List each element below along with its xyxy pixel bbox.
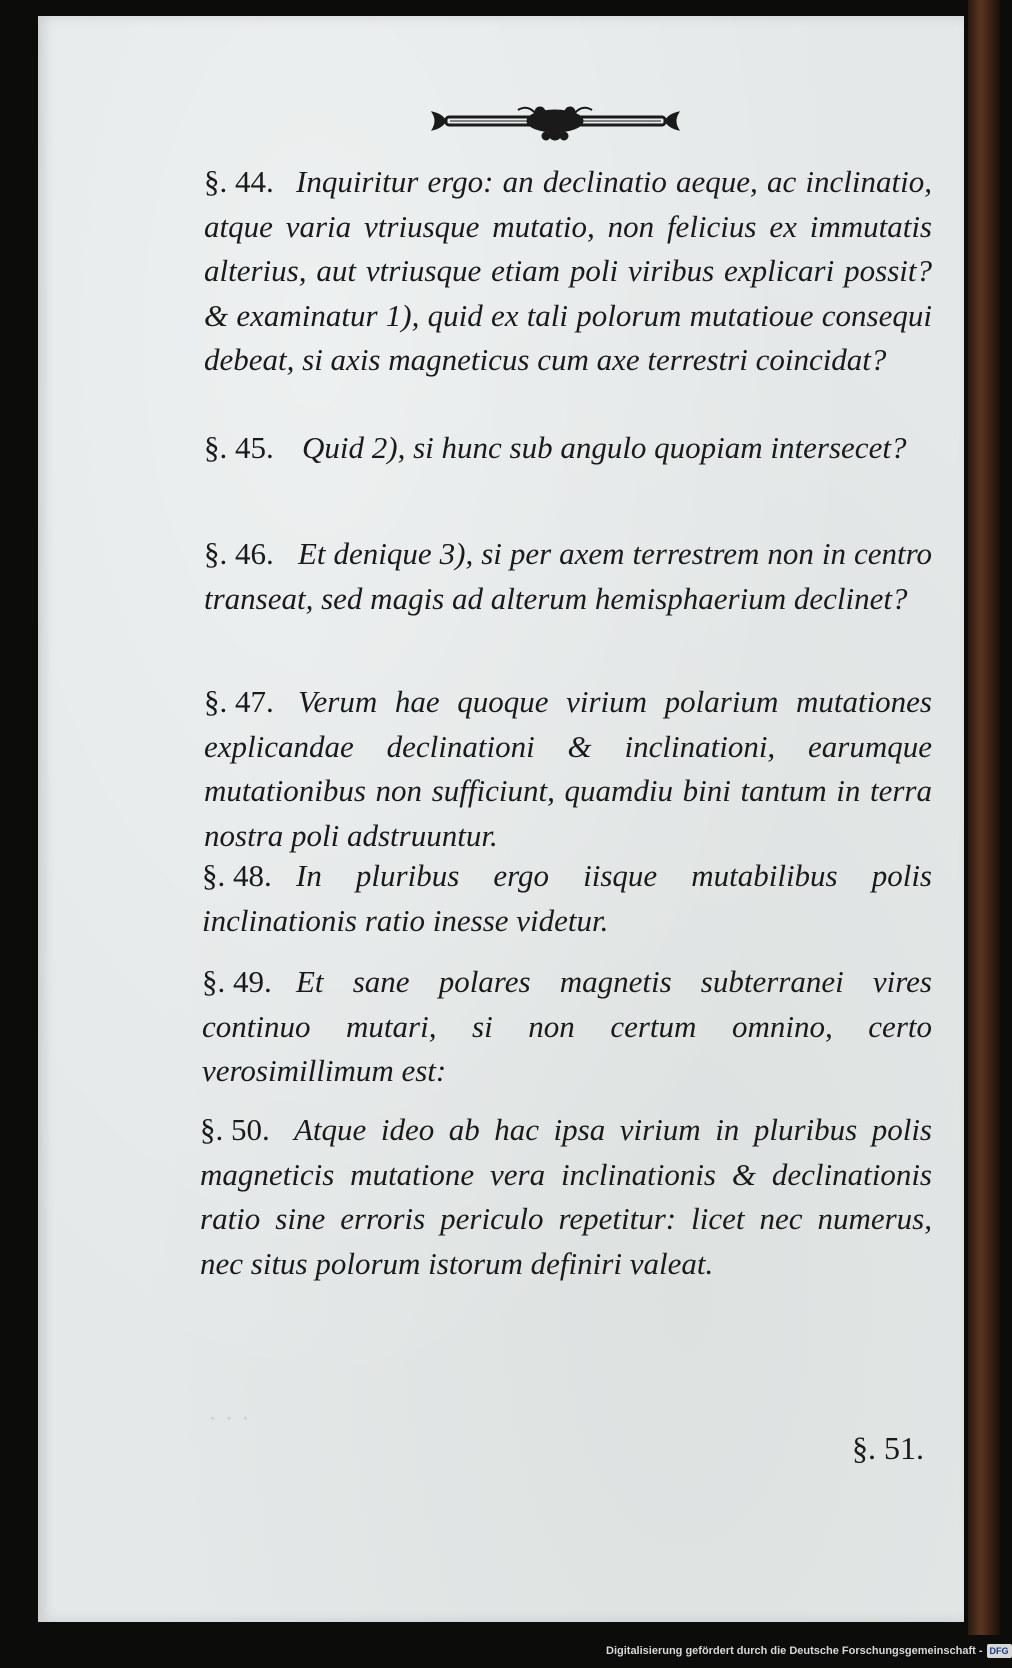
paragraph-text: Quid 2), si hunc sub angulo quopiam intersecet? xyxy=(302,430,907,465)
section-number: §. 49. xyxy=(202,964,272,999)
paragraph-48 xyxy=(202,854,932,943)
section-number: §. 44. xyxy=(204,164,274,199)
paragraph-text: Et sane polares magnetis subterranei vires continuo mutari, si non certum omnino, certo verosimillimum est: xyxy=(202,964,932,1088)
paragraph-45 xyxy=(204,426,932,471)
dfg-logo-icon: DFG xyxy=(987,1644,1012,1658)
section-number: §. 50. xyxy=(200,1112,270,1147)
catchword: §. 51. xyxy=(852,1430,924,1466)
paragraph-49 xyxy=(202,960,932,1094)
digitization-footer xyxy=(606,1643,1012,1659)
paragraph-text: Inquiritur ergo: an declinatio aeque, ac inclinatio, atque varia vtriusque mutatio, non felicius ex immutatis alterius, aut vtriusque etiam poli viribus explicari possit? & examinatur 1), quid ex tali polorum mutatioue consequi debeat, si axis magneticus cum axe terrestri coincidat? xyxy=(204,164,932,377)
headpiece-ornament-icon xyxy=(428,100,683,142)
bleed-through-text: · · · xyxy=(208,1404,250,1435)
section-number: §. 46. xyxy=(204,536,274,571)
paragraph-text: Et denique 3), si per axem terrestrem non in centro transeat, sed magis ad alterum hemisphaerium declinet? xyxy=(204,536,932,616)
paragraph-47 xyxy=(204,680,932,858)
book-page xyxy=(38,16,964,1622)
book-edge xyxy=(968,0,1000,1635)
paragraph-text: In pluribus ergo iisque mutabilibus polis inclinationis ratio inesse videtur. xyxy=(202,858,932,938)
section-number: §. 45. xyxy=(204,430,274,465)
paragraph-text: Verum hae quoque virium polarium mutationes explicandae declinationi & inclinationi, earumque mutationibus non sufficiunt, quamdiu bini tantum in terra nostra poli adstruuntur. xyxy=(204,684,932,853)
paragraph-50 xyxy=(200,1108,932,1286)
section-number: §. 47. xyxy=(204,684,274,719)
paragraph-44 xyxy=(204,160,932,383)
footer-text: Digitalisierung gefördert durch die Deutsche Forschungsgemeinschaft - xyxy=(606,1645,983,1657)
paragraph-46 xyxy=(204,532,932,621)
section-number: §. 48. xyxy=(202,858,272,893)
paragraph-text: Atque ideo ab hac ipsa virium in pluribus polis magneticis mutatione vera inclinationis & declinationis ratio sine erroris periculo repetitur: licet nec numerus, nec situs polorum istorum definiri valeat. xyxy=(200,1112,932,1281)
